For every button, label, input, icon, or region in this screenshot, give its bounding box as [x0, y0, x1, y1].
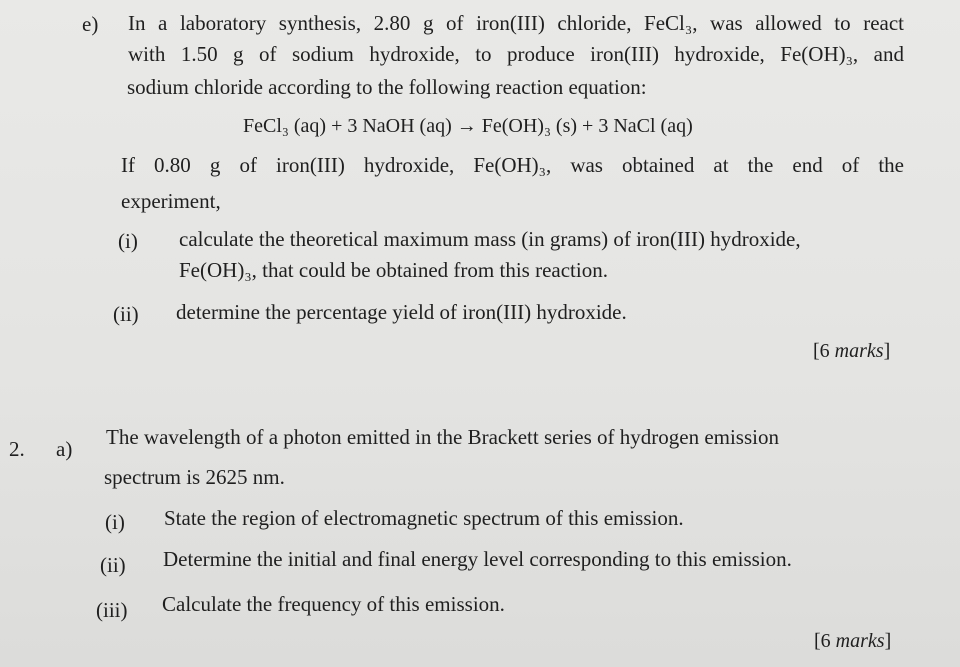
question-2-sub-iii-label: (iii) — [96, 598, 128, 622]
part-e-condition-line-1: If 0.80 g of iron(III) hydroxide, Fe(OH)₃, was obtained at the end of the — [121, 153, 904, 177]
question-2-sub-ii-label: (ii) — [100, 553, 126, 577]
part-e-sub-i-label: (i) — [118, 229, 138, 253]
question-2-number: 2. — [9, 437, 25, 461]
part-e-intro-line-2: with 1.50 g of sodium hydroxide, to produce iron(III) hydroxide, Fe(OH)₃, and — [128, 42, 904, 66]
part-e-intro-line-3: sodium chloride according to the following reaction equation: — [127, 75, 647, 99]
part-e-marks-word: marks — [834, 340, 884, 362]
question-2-sub-iii-text: Calculate the frequency of this emission. — [162, 592, 505, 616]
part-e-sub-ii-text: determine the percentage yield of iron(III) hydroxide. — [176, 300, 627, 324]
question-2-marks — [814, 629, 891, 653]
question-2-marks-close: ] — [884, 630, 892, 652]
part-e-sub-i-line-2: Fe(OH)₃, that could be obtained from this reaction. — [179, 258, 608, 282]
part-e-condition-line-2: experiment, — [121, 189, 221, 213]
part-e-marks — [813, 339, 890, 363]
part-e-intro-line-1: In a laboratory synthesis, 2.80 g of iron(III) chloride, FeCl₃, was allowed to react — [128, 11, 904, 35]
question-2-intro-line-1: The wavelength of a photon emitted in the Brackett series of hydrogen emission — [106, 425, 779, 449]
part-e-marks-number: [6 — [813, 340, 830, 362]
question-2-intro-line-2: spectrum is 2625 nm. — [104, 465, 285, 489]
question-2-marks-word: marks — [835, 630, 885, 652]
question-2-sub-ii-text: Determine the initial and final energy level corresponding to this emission. — [163, 547, 792, 571]
question-2-marks-number: [6 — [814, 630, 831, 652]
question-2-sub-i-label: (i) — [105, 510, 125, 534]
question-2-sub-i-text: State the region of electromagnetic spectrum of this emission. — [164, 506, 684, 530]
part-e-sub-i-line-1: calculate the theoretical maximum mass (in grams) of iron(III) hydroxide, — [179, 227, 801, 251]
part-e-label: e) — [82, 12, 99, 36]
part-e-marks-close: ] — [883, 340, 891, 362]
question-2-part-a-label: a) — [56, 437, 73, 461]
part-e-sub-ii-label: (ii) — [113, 302, 139, 326]
reaction-equation: FeCl₃ (aq) + 3 NaOH (aq) → Fe(OH)₃ (s) + 3 NaCl (aq) — [243, 115, 693, 137]
